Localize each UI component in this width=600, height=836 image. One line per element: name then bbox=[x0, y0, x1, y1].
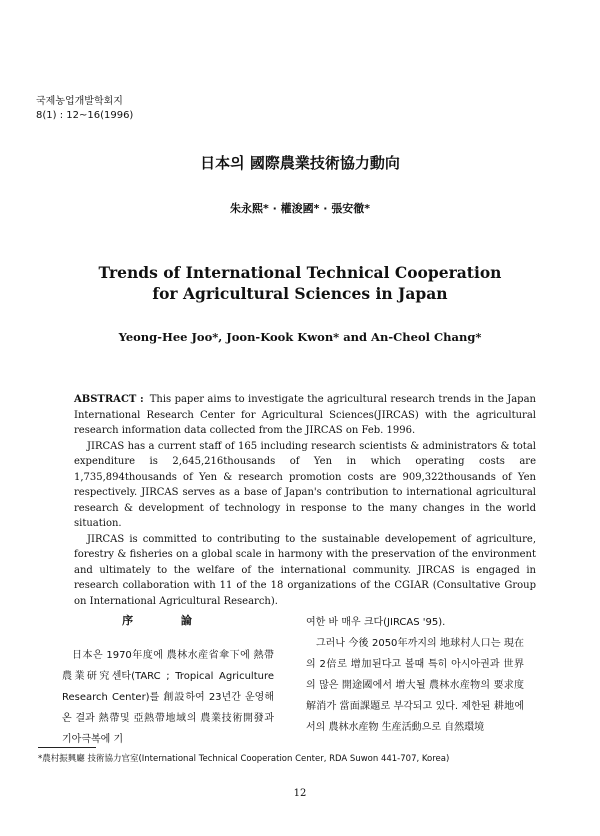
abstract bbox=[74, 392, 536, 609]
body-right-column bbox=[306, 612, 524, 738]
body-left-column bbox=[62, 610, 274, 750]
journal-name: 국제농업개발학회지 bbox=[36, 96, 123, 107]
section-heading: 序 論 bbox=[122, 614, 214, 627]
body-right-paragraph-2: 그러나 今後 2050年까지의 地球村人口는 現在의 2倍로 增加된다고 볼때 특히 아시아권과 世界의 많은 開途國에서 增大될 農林水産物의 要求度解消가 當面課題로 부각되고 있다. 제한된 耕地에서의 農林水産物 生産活動으로 自然環境 bbox=[306, 638, 524, 733]
abstract-paragraph-2: JIRCAS has a current staff of 165 including research scientists & administrators & total expenditure is 2,645,216thousands of Yen in which operating costs are 1,735,894thousands of Yen & research promotion costs are 909,322thousands of Yen respectively. JIRCAS serves as a base of Japan's contribution to international agricultural research & development of technology in response to the many changes in the world situation. bbox=[74, 440, 536, 529]
abstract-paragraph-3: JIRCAS is committed to contributing to the sustainable developement of agriculture, forestry & fisheries on a global scale in harmony with the preservation of the environment and ultimately to the welfare of the international community. JIRCAS is engaged in research collaboration with 11 of the 18 organizations of the CGIAR (Consultative Group on International Agricultural Research). bbox=[74, 533, 536, 607]
journal-info bbox=[36, 95, 133, 123]
body-right-paragraph-1: 여한 바 매우 크다(JIRCAS '95). bbox=[306, 617, 446, 628]
abstract-paragraph-1 bbox=[74, 392, 536, 439]
abstract-label: ABSTRACT : bbox=[74, 394, 144, 405]
english-title-line-2: for Agricultural Sciences in Japan bbox=[152, 284, 448, 303]
page-number: 12 bbox=[293, 788, 307, 799]
abstract-p1-text: This paper aims to investigate the agricultural research trends in the Japan International Research Center for Agricultural Sciences(JIRCAS) with the agricultural research information data collected from the JIRCAS on Feb. 1996. bbox=[74, 394, 536, 436]
korean-authors: 朱永熙* · 權浚國* · 張安徹* bbox=[230, 202, 370, 215]
body-left-paragraph: 日本은 1970年度에 農林水産省傘下에 熱帶農業研究센타(TARC ; Tropical Agriculture Research Center)를 創設하여 23년간 운영해온 결과 熱帶및 亞熱帶地域의 農業技術開發과 기아극복에 기 bbox=[62, 650, 274, 745]
english-authors: Yeong-Hee Joo*, Joon-Kook Kwon* and An-Cheol Chang* bbox=[118, 330, 482, 344]
footnote: *農村振興廳 技術協力官室(International Technical Cooperation Center, RDA Suwon 441-707, Korea) bbox=[38, 754, 450, 764]
journal-issue: 8(1) : 12~16(1996) bbox=[36, 110, 134, 121]
korean-title: 日本의 國際農業技術協力動向 bbox=[200, 154, 400, 172]
footnote-rule bbox=[38, 747, 96, 748]
english-title-line-1: Trends of International Technical Cooperation bbox=[98, 263, 502, 282]
english-title bbox=[0, 262, 600, 304]
